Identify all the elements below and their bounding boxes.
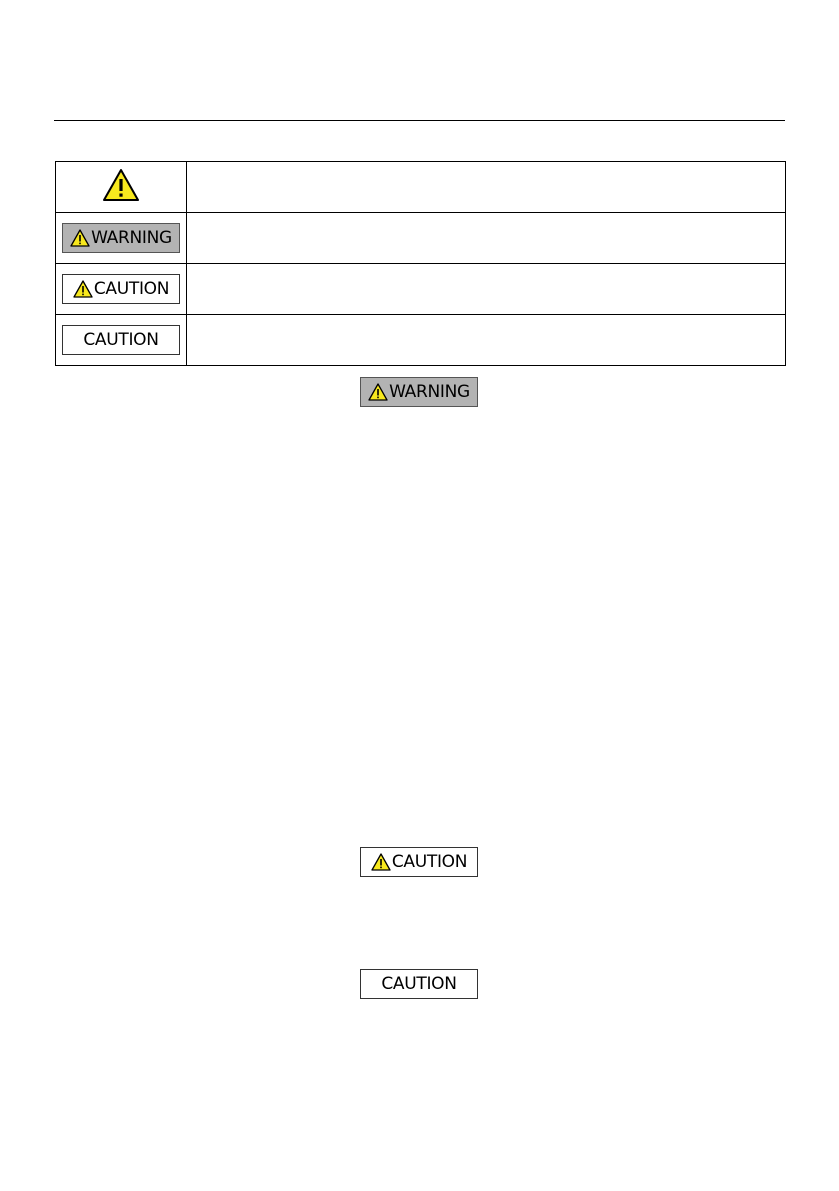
caution-plain-label-text: CAUTION xyxy=(83,330,159,350)
symbol-cell xyxy=(56,162,187,213)
warning-triangle-icon xyxy=(73,280,93,298)
caution-label-text: CAUTION xyxy=(391,852,468,872)
description-cell xyxy=(187,264,786,315)
caution-label xyxy=(360,847,478,877)
caution-label-text: CAUTION xyxy=(93,279,170,299)
table-row xyxy=(56,264,786,315)
caution-plain-label xyxy=(360,969,478,999)
caution-label xyxy=(62,274,180,304)
description-cell xyxy=(187,162,786,213)
warning-label xyxy=(62,223,180,253)
description-cell xyxy=(187,213,786,264)
caution-section-heading xyxy=(360,847,478,877)
safety-symbol-table xyxy=(55,161,786,366)
table-row xyxy=(56,162,786,213)
table-row xyxy=(56,315,786,366)
warning-label xyxy=(360,377,478,407)
warning-label-text: WARNING xyxy=(389,382,470,402)
caution-plain-label xyxy=(62,325,180,355)
symbol-cell xyxy=(56,213,187,264)
warning-triangle-icon xyxy=(368,383,388,401)
symbol-cell xyxy=(56,264,187,315)
header-rule xyxy=(54,120,785,121)
warning-triangle-icon xyxy=(70,229,90,247)
table-row xyxy=(56,213,786,264)
caution-plain-label-text: CAUTION xyxy=(381,974,457,994)
description-cell xyxy=(187,315,786,366)
warning-triangle-icon xyxy=(371,853,391,871)
warning-label-text: WARNING xyxy=(91,228,172,248)
warning-triangle-icon xyxy=(102,168,140,202)
caution-plain-section-heading xyxy=(360,969,478,999)
symbol-cell xyxy=(56,315,187,366)
warning-section-heading xyxy=(360,377,478,407)
